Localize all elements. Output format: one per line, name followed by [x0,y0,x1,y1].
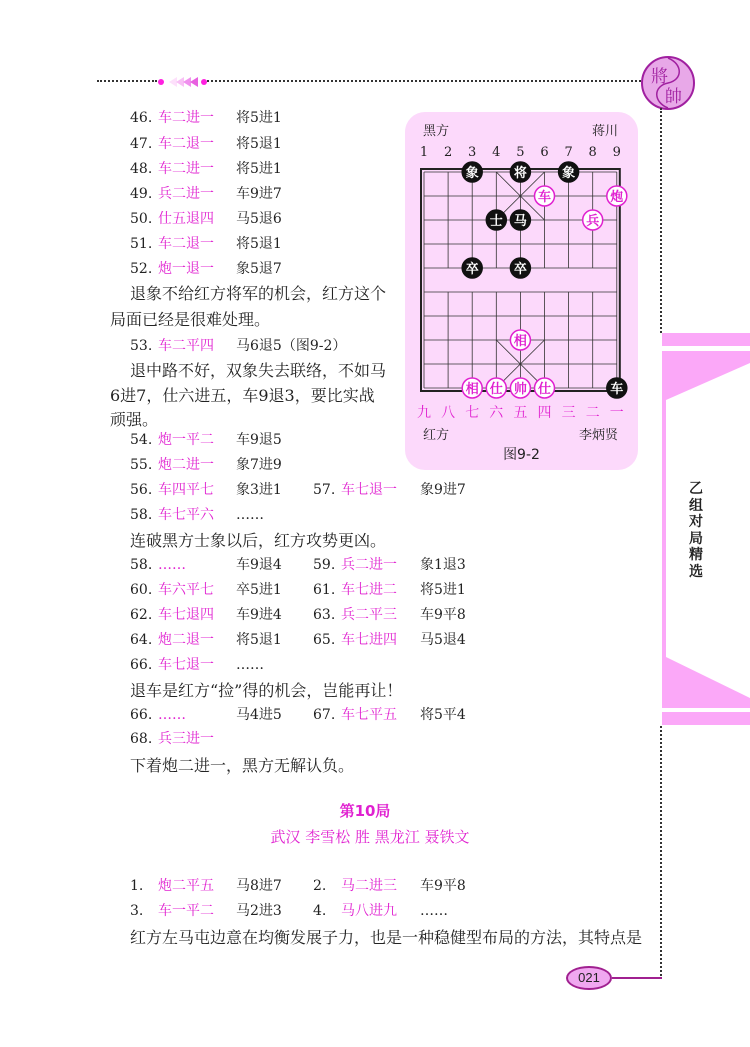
piece-label: 车 [610,382,624,397]
piece-label: 相 [513,334,527,349]
black-move: 象7进9 [236,457,282,473]
black-move: 象1退3 [420,557,466,573]
game-subtitle: 武汉 李雪松 胜 黑龙江 聂铁文 [270,828,470,846]
move-number: 46. [130,110,153,126]
commentary-line: 退中路不好，双象失去联络，不如马 [130,361,387,380]
piece-label: 象 [465,166,479,181]
margin-dotted-rule [660,108,662,333]
move-number: 58. [130,507,153,523]
move-number: 62. [130,607,153,623]
piece-label: 相 [465,382,479,397]
move-number: 66. [130,657,153,673]
file-number-top: 7 [564,145,573,160]
black-side-label: 黑方 [423,124,450,139]
black-move: 象5退7 [236,261,282,277]
file-number-bottom: 三 [561,405,576,421]
red-move: 车七退四 [158,607,214,623]
move-number: 50. [130,211,153,227]
piece-label: 仕 [489,382,503,397]
piece-label: 仕 [537,382,552,397]
board-diagram [405,112,638,470]
red-move: 车二退一 [158,236,214,252]
file-number-bottom: 九 [417,405,431,421]
file-number-top: 3 [468,145,477,160]
move-number: 66. [130,707,153,723]
move-number: 57. [313,482,336,498]
move-number: 59. [313,557,336,573]
black-move: 将5进1 [236,110,282,126]
red-move: 车一平二 [158,903,214,919]
black-move: 车9进7 [236,186,282,202]
black-move: 将5退1 [236,236,282,252]
file-number-top: 1 [419,145,429,160]
move-number: 49. [130,186,153,202]
move-number: 53. [130,338,153,354]
piece-label: 象 [562,166,576,181]
commentary-line: 连破黑方士象以后，红方攻势更凶。 [130,531,387,550]
move-number: 61. [313,582,336,598]
black-move: 象3进1 [236,482,282,498]
red-move: 车二进一 [158,110,214,126]
move-number: 58. [130,557,153,573]
red-move: 车四平七 [158,482,214,498]
piece-label: 炮 [610,190,624,205]
move-number: 60. [130,582,153,598]
black-move: 马4进5 [236,707,282,723]
file-number-top: 2 [443,145,453,160]
page-number: 021 [566,966,612,990]
file-number-bottom: 七 [465,405,480,421]
red-move: 炮一退一 [158,261,214,277]
header-ornament [157,74,207,93]
black-move: …… [236,657,264,673]
red-move: 兵二进一 [158,186,214,202]
piece-label: 帅 [513,382,527,397]
red-move: 炮二退一 [158,632,214,648]
red-move: 车二平四 [158,338,214,354]
file-number-bottom: 二 [585,405,600,421]
commentary-line: 6进7，仕六进五，车9退3，要比实战 [110,386,375,405]
piece-label: 士 [489,214,503,229]
move-number: 3. [130,903,144,919]
black-move: 马2进3 [236,903,282,919]
red-move: 车六平七 [158,582,214,598]
file-number-bottom: 四 [537,405,552,421]
red-move: 车七进四 [341,632,397,648]
move-number: 64. [130,632,153,648]
move-number: 4. [313,903,327,919]
file-number-top: 6 [540,145,549,160]
move-number: 56. [130,482,153,498]
move-number: 54. [130,432,153,448]
black-move: 车9退5 [236,432,282,448]
red-move: 炮一平二 [158,432,214,448]
red-move: …… [158,557,186,573]
red-move: …… [158,707,186,723]
game-title: 第10局 [339,802,391,820]
commentary-line: 下着炮二进一，黑方无解认负。 [130,756,355,775]
piece-label: 车 [537,190,552,205]
commentary-line: 顽强。 [110,410,159,429]
header-dotted-rule [97,80,157,82]
move-number: 47. [130,136,153,152]
red-move: 炮二进一 [158,457,214,473]
red-move: 兵二平三 [341,607,397,623]
black-move: 车9退4 [236,557,282,573]
file-number-top: 4 [492,145,501,160]
header-dotted-rule [207,80,641,82]
file-number-bottom: 五 [513,405,528,421]
black-move: 车9平8 [420,878,466,894]
red-move: 兵二进一 [341,557,397,573]
red-move: 车七平五 [341,707,397,723]
side-tab-label: 乙组对局精选 [689,481,703,580]
black-player-name: 蒋川 [591,124,618,139]
move-number: 48. [130,161,153,177]
xiangqi-board [405,112,638,422]
move-number: 67. [313,707,336,723]
move-number: 51. [130,236,153,252]
black-move: 车9进4 [236,607,282,623]
red-move: 车二退一 [158,136,214,152]
piece-label: 卒 [465,262,479,277]
red-move: 仕五退四 [158,211,214,227]
move-number: 1. [130,878,144,894]
commentary-line: 红方左马屯边意在均衡发展子力，也是一种稳健型布局的方法，其特点是 [130,928,643,947]
move-number: 55. [130,457,153,473]
jiang-shuai-logo [641,56,695,110]
red-move: 车七进二 [341,582,397,598]
piece-label: 将 [513,166,527,181]
black-move: 马5退4 [420,632,466,648]
file-number-top: 8 [588,145,597,160]
black-move: 将5进1 [236,161,282,177]
red-side-label: 红方 [423,428,450,443]
red-move: 马八进九 [341,903,397,919]
margin-dotted-rule [660,726,662,976]
piece-label: 马 [513,214,527,229]
side-tab [662,333,750,725]
red-move: 兵三进一 [158,731,214,747]
commentary-line: 退象不给红方将军的机会，红方这个 [130,284,387,303]
red-move: 车七平六 [158,507,214,523]
logo-text-top: 將 [651,67,668,87]
commentary-line: 局面已经是很难处理。 [110,310,271,329]
figure-caption: 图9-2 [503,447,540,463]
red-player-name: 李炳贤 [578,428,618,443]
black-move: 象9进7 [420,482,466,498]
file-number-top: 9 [612,145,621,160]
red-move: 车七退一 [341,482,397,498]
move-number: 52. [130,261,153,277]
black-move: 卒5进1 [236,582,282,598]
black-move: 车9平8 [420,607,466,623]
page-number-rule [612,977,662,979]
black-move: 将5平4 [420,707,466,723]
red-move: 马二进三 [341,878,397,894]
move-number: 63. [313,607,336,623]
red-move: 车七退一 [158,657,214,673]
commentary-line: 退车是红方“捡”得的机会，岂能再让！ [130,681,403,700]
black-move: …… [420,903,448,919]
file-number-top: 5 [516,145,525,160]
file-number-bottom: 六 [489,405,504,421]
file-number-bottom: 八 [441,405,456,421]
red-move: 车二进一 [158,161,214,177]
black-move: 马8进7 [236,878,282,894]
black-move: 将5退1 [236,136,282,152]
black-move: 马5退6 [236,211,282,227]
black-move: …… [236,507,264,523]
move-number: 2. [313,878,327,894]
black-move: 马6退5（图9-2） [236,338,347,354]
file-number-bottom: 一 [609,405,624,421]
piece-label: 卒 [513,262,527,277]
black-move: 将5进1 [420,582,466,598]
piece-label: 兵 [586,214,600,229]
red-move: 炮二平五 [158,878,214,894]
logo-text-bottom: 帥 [665,87,682,107]
move-number: 65. [313,632,336,648]
move-number: 68. [130,731,153,747]
black-move: 将5退1 [236,632,282,648]
